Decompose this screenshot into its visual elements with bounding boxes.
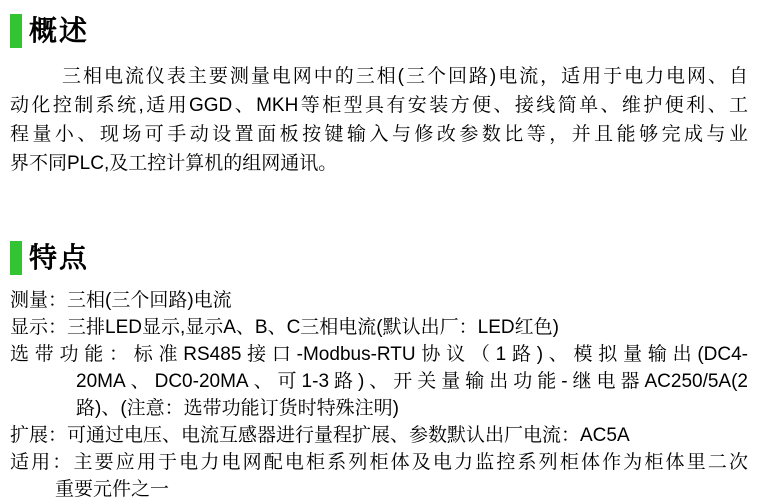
green-bar-icon: [10, 14, 22, 48]
features-list: [10, 287, 748, 503]
feature-line-optional-functions: 选带功能：标准RS485接口-Modbus-RTU协议（1路)、模拟量输出(DC4-: [10, 344, 748, 365]
text-line: 动化控制系统,适用GGD、MKH等柜型具有安装方便、接线简单、维护便利、工: [10, 95, 748, 116]
feature-line-optional-functions-note: 路)、(注意：选带功能订货时特殊注明): [76, 398, 399, 419]
feature-line-application-cont: 重要元件之一: [55, 479, 170, 500]
features-section: [10, 239, 748, 503]
overview-section: [10, 12, 748, 178]
text-line: 三相电流仪表主要测量电网中的三相(三个回路)电流，适用于电力电网、自: [62, 66, 748, 87]
feature-line-expansion: 扩展：可通过电压、电流互感器进行量程扩展、参数默认出厂电流：AC5A: [10, 425, 630, 446]
features-heading: [10, 239, 748, 276]
overview-title: 概述: [29, 14, 90, 46]
text-line: 程量小、现场可手动设置面板按键输入与修改参数比等，并且能够完成与业: [10, 124, 748, 145]
feature-line-display: 显示：三排LED显示,显示A、B、C三相电流(默认出厂：LED红色): [10, 317, 559, 338]
features-title: 特点: [29, 241, 90, 273]
text-line: 界不同PLC,及工控计算机的组网通讯。: [10, 153, 338, 174]
overview-heading: [10, 12, 748, 49]
feature-line-optional-functions-cont: 20MA、DC0-20MA、可1-3路)、开关量输出功能-继电器AC250/5A(2: [76, 371, 748, 392]
feature-line-application: 适用：主要应用于电力电网配电柜系列柜体及电力监控系列柜体作为柜体里二次: [10, 452, 748, 473]
green-bar-icon: [10, 241, 22, 275]
overview-paragraph: [10, 62, 748, 178]
feature-line-measure: 测量：三相(三个回路)电流: [10, 290, 232, 311]
